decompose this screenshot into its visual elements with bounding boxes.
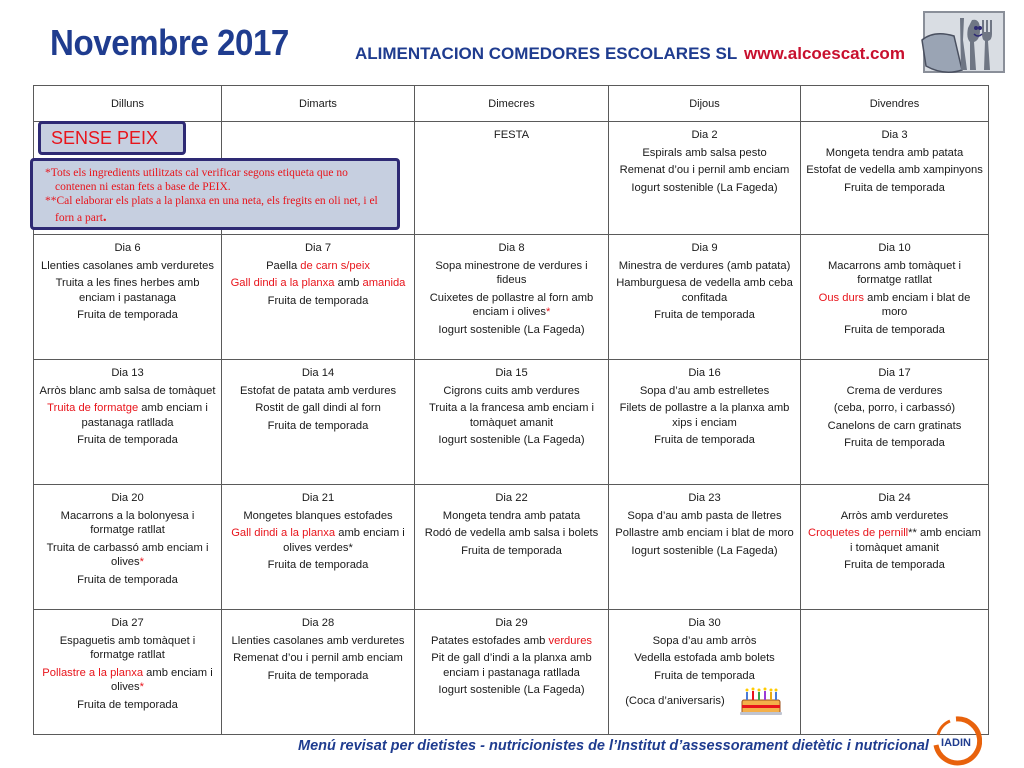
first-course: Mongetes blanques estofades — [243, 509, 393, 522]
course-text: Paella — [266, 259, 301, 272]
dessert: Fruita de temporada — [461, 544, 562, 557]
asterisk-mark: * — [546, 306, 551, 319]
day-label: Dia 9 — [691, 242, 718, 254]
highlight-text: Pollastre a la planxa — [42, 666, 144, 679]
dessert: Fruita de temporada — [844, 323, 945, 336]
day-label: Dia 30 — [688, 617, 721, 629]
first-course: Arròs blanc amb salsa de tomàquet — [39, 384, 216, 397]
highlight-text: amanida — [362, 277, 406, 290]
menu-cell-day-15 — [415, 360, 609, 485]
header-thursday: Dijous — [609, 86, 801, 122]
no-fish-badge: SENSE PEIX — [38, 121, 186, 155]
highlight-text: verdures — [548, 634, 593, 647]
second-course — [806, 526, 983, 555]
dessert: Fruita de temporada — [844, 559, 945, 572]
day-label: Dia 20 — [111, 492, 144, 504]
asterisk-mark: ** — [908, 527, 917, 540]
second-course — [39, 401, 216, 430]
day-label: Dia 24 — [878, 492, 911, 504]
menu-cell-day-23 — [609, 485, 801, 610]
note-line-2-text: **Cal elaborar els plats a la planxa en una neta, els fregits en oli net, i el forn a part — [45, 194, 378, 225]
first-course: Sopa d’au amb estrelletes — [639, 384, 770, 397]
dessert: Iogurt sostenible (La Fageda) — [631, 544, 778, 557]
course-text: Truita de carbassó amb enciam i olives — [46, 541, 209, 569]
first-course: Llenties casolanes amb verduretes — [231, 634, 405, 647]
day-label: Dia 14 — [301, 367, 335, 379]
asterisk-mark: * — [139, 556, 144, 569]
header-monday: Dilluns — [34, 86, 222, 122]
day-label: Dia 23 — [688, 492, 721, 504]
course-text: amb enciam i tomàquet amanit — [850, 527, 981, 554]
page-title: Novembre 2017 — [50, 22, 289, 63]
dessert: Fruita de temporada — [267, 559, 369, 572]
day-label: Dia 2 — [691, 129, 718, 141]
course-text: amb enciam i pastanaga ratllada — [81, 402, 208, 429]
first-course: Sopa d’au amb arròs — [652, 634, 757, 647]
menu-cell-day-22 — [415, 485, 609, 610]
dessert: Fruita de temporada — [654, 309, 755, 322]
menu-cell-day-9 — [609, 235, 801, 360]
first-course: Espirals amb salsa pesto — [642, 146, 767, 159]
note-line-2 — [45, 195, 389, 227]
holiday-label: FESTA — [493, 129, 530, 141]
dessert: Fruita de temporada — [77, 309, 178, 322]
iadin-logo-icon — [930, 715, 982, 767]
note-line-2-period: . — [102, 209, 107, 226]
footer-text: Menú revisat per dietistes - nutricionistes de l’Institut d’assessorament dietètic i nutricional — [298, 738, 929, 754]
menu-cell-day-2 — [609, 122, 801, 235]
menu-cell-day-8 — [415, 235, 609, 360]
dessert: Fruita de temporada — [77, 573, 178, 586]
second-course: Remenat d’ou i pernil amb enciam — [619, 164, 790, 177]
second-course: Truita a la francesa amb enciam i tomàquet amanit — [429, 402, 594, 429]
day-label: Dia 27 — [111, 617, 144, 629]
day-label: Dia 17 — [878, 367, 911, 379]
cutlery-logo-icon — [914, 10, 1006, 76]
week-3-row — [34, 360, 989, 485]
second-course: Pit de gall d’indi a la planxa amb enciam i pastanaga ratllada — [431, 652, 592, 679]
second-course — [806, 291, 983, 320]
course-text: Cuixetes de pollastre al forn amb enciam i olives — [429, 291, 594, 319]
week-4-row — [34, 485, 989, 610]
dessert: Fruita de temporada — [654, 669, 755, 682]
first-course: Mongeta tendra amb patata — [442, 509, 581, 522]
menu-cell-day-16 — [609, 360, 801, 485]
day-label: Dia 7 — [304, 242, 332, 254]
second-course: Canelons de carn gratinats — [827, 419, 962, 432]
second-course: Rodó de vedella amb salsa i bolets — [424, 527, 599, 540]
second-course — [420, 291, 603, 320]
first-course — [420, 634, 603, 649]
dessert: Fruita de temporada — [267, 419, 369, 432]
second-course — [39, 666, 216, 695]
menu-cell-day-29 — [415, 610, 609, 735]
second-course: Hamburguesa de vedella amb ceba confitada — [616, 277, 793, 304]
dessert: Iogurt sostenible (La Fageda) — [438, 684, 585, 697]
highlight-text: Gall dindi a la planxa — [231, 527, 336, 540]
dessert: Fruita de temporada — [844, 437, 945, 450]
second-course — [227, 276, 409, 291]
day-label: Dia 10 — [878, 242, 911, 254]
day-label: Dia 22 — [495, 492, 528, 504]
dessert: Fruita de temporada — [267, 669, 369, 682]
day-label: Dia 3 — [881, 129, 908, 141]
day-label: Dia 8 — [498, 242, 525, 254]
dessert: Fruita de temporada — [267, 294, 369, 307]
first-course: Sopa d’au amb pasta de lletres — [627, 509, 782, 522]
highlight-text: Croquetes de pernill — [808, 527, 909, 540]
day-label: Dia 13 — [111, 367, 144, 379]
first-course-detail: (ceba, porro, i carbassó) — [833, 402, 956, 415]
menu-cell-day-6 — [34, 235, 222, 360]
menu-cell-day-14 — [222, 360, 415, 485]
day-label: Dia 16 — [688, 367, 721, 379]
menu-cell-day-13 — [34, 360, 222, 485]
first-course — [227, 259, 409, 274]
menu-cell-day-17 — [801, 360, 989, 485]
first-course: Espaguetis amb tomàquet i formatge ratllat — [59, 634, 196, 662]
birthday-cake-icon — [738, 686, 784, 716]
second-course — [39, 541, 216, 570]
first-course: Mongeta tendra amb patata — [825, 146, 964, 159]
highlight-text: Gall dindi a la planxa — [230, 277, 335, 290]
dessert: Fruita de temporada — [77, 434, 178, 447]
menu-cell-day-3 — [801, 122, 989, 235]
first-course: Cigrons cuits amb verdures — [443, 384, 580, 397]
second-course: Truita a les fines herbes amb enciam i pastanaga — [55, 277, 200, 304]
menu-cell-day-24 — [801, 485, 989, 610]
asterisk-mark: * — [139, 681, 144, 694]
second-course: Pollastre amb enciam i blat de moro — [615, 527, 794, 540]
course-text: amb enciam i blat de moro — [864, 291, 971, 319]
first-course: Minestra de verdures (amb patata) — [618, 259, 791, 272]
course-text: amb enciam i olives — [111, 666, 213, 694]
day-label: Dia 6 — [114, 242, 141, 254]
menu-cell-day-27 — [34, 610, 222, 735]
highlight-text: Ous durs — [818, 291, 865, 304]
course-text: Patates estofades amb — [430, 634, 549, 647]
birthday-text: (Coca d’aniversaris) — [625, 695, 725, 708]
birthday-note — [614, 686, 795, 716]
first-course: Arròs amb verduretes — [840, 509, 949, 522]
dessert: Fruita de temporada — [77, 698, 178, 711]
second-course: Rostit de gall dindi al forn — [255, 402, 381, 415]
header-tuesday: Dimarts — [222, 86, 415, 122]
course-text: amb — [334, 277, 363, 290]
dessert: Iogurt sostenible (La Fageda) — [438, 434, 585, 447]
header-wednesday: Dimecres — [415, 86, 609, 122]
first-course: Macarrons a la bolonyesa i formatge ratllat — [60, 509, 195, 537]
first-course: Llenties casolanes amb verduretes — [41, 259, 214, 272]
day-label: Dia 28 — [301, 617, 335, 629]
week-2-row — [34, 235, 989, 360]
first-course: Estofat de patata amb verdures — [239, 384, 397, 397]
header-friday: Divendres — [801, 86, 989, 122]
menu-cell-day-30 — [609, 610, 801, 735]
dessert: Fruita de temporada — [654, 434, 755, 447]
second-course: Filets de pollastre a la planxa amb xips i enciam — [619, 402, 790, 429]
website-link[interactable]: www.alcoescat.com — [744, 44, 905, 63]
first-course: Macarrons amb tomàquet i formatge ratllat — [827, 259, 962, 287]
menu-cell-holiday — [415, 122, 609, 235]
day-label: Dia 15 — [495, 367, 528, 379]
second-course: Estofat de vedella amb xampinyons — [806, 164, 983, 177]
menu-cell-day-28 — [222, 610, 415, 735]
dessert: Iogurt sostenible (La Fageda) — [631, 181, 778, 194]
highlight-text: Truita de formatge — [47, 402, 139, 415]
second-course — [227, 526, 409, 555]
note-line-1: *Tots els ingredients utilitzats cal verificar segons etiqueta que no contenen ni estan fets a base de PEIX. — [45, 167, 348, 193]
first-course: Sopa minestrone de verdures i fideus — [435, 259, 588, 287]
allergy-note — [30, 158, 400, 230]
iadin-logo-text: IADIN — [941, 737, 971, 749]
highlight-text: de carn s/peix — [300, 259, 370, 272]
day-label: Dia 21 — [301, 492, 335, 504]
second-course: Remenat d’ou i pernil amb enciam — [233, 652, 403, 665]
second-course: Vedella estofada amb bolets — [634, 652, 775, 665]
week-5-row — [34, 610, 989, 735]
menu-cell-day-10 — [801, 235, 989, 360]
dessert: Fruita de temporada — [844, 181, 945, 194]
menu-cell-day-20 — [34, 485, 222, 610]
menu-cell-day-21 — [222, 485, 415, 610]
day-label: Dia 29 — [495, 617, 528, 629]
company-name: ALIMENTACION COMEDORES ESCOLARES SL — [355, 44, 738, 63]
course-text: amb enciam i olives verdes* — [283, 527, 405, 554]
dessert: Iogurt sostenible (La Fageda) — [438, 323, 585, 336]
first-course: Crema de verdures — [846, 384, 943, 397]
menu-cell-day-7 — [222, 235, 415, 360]
